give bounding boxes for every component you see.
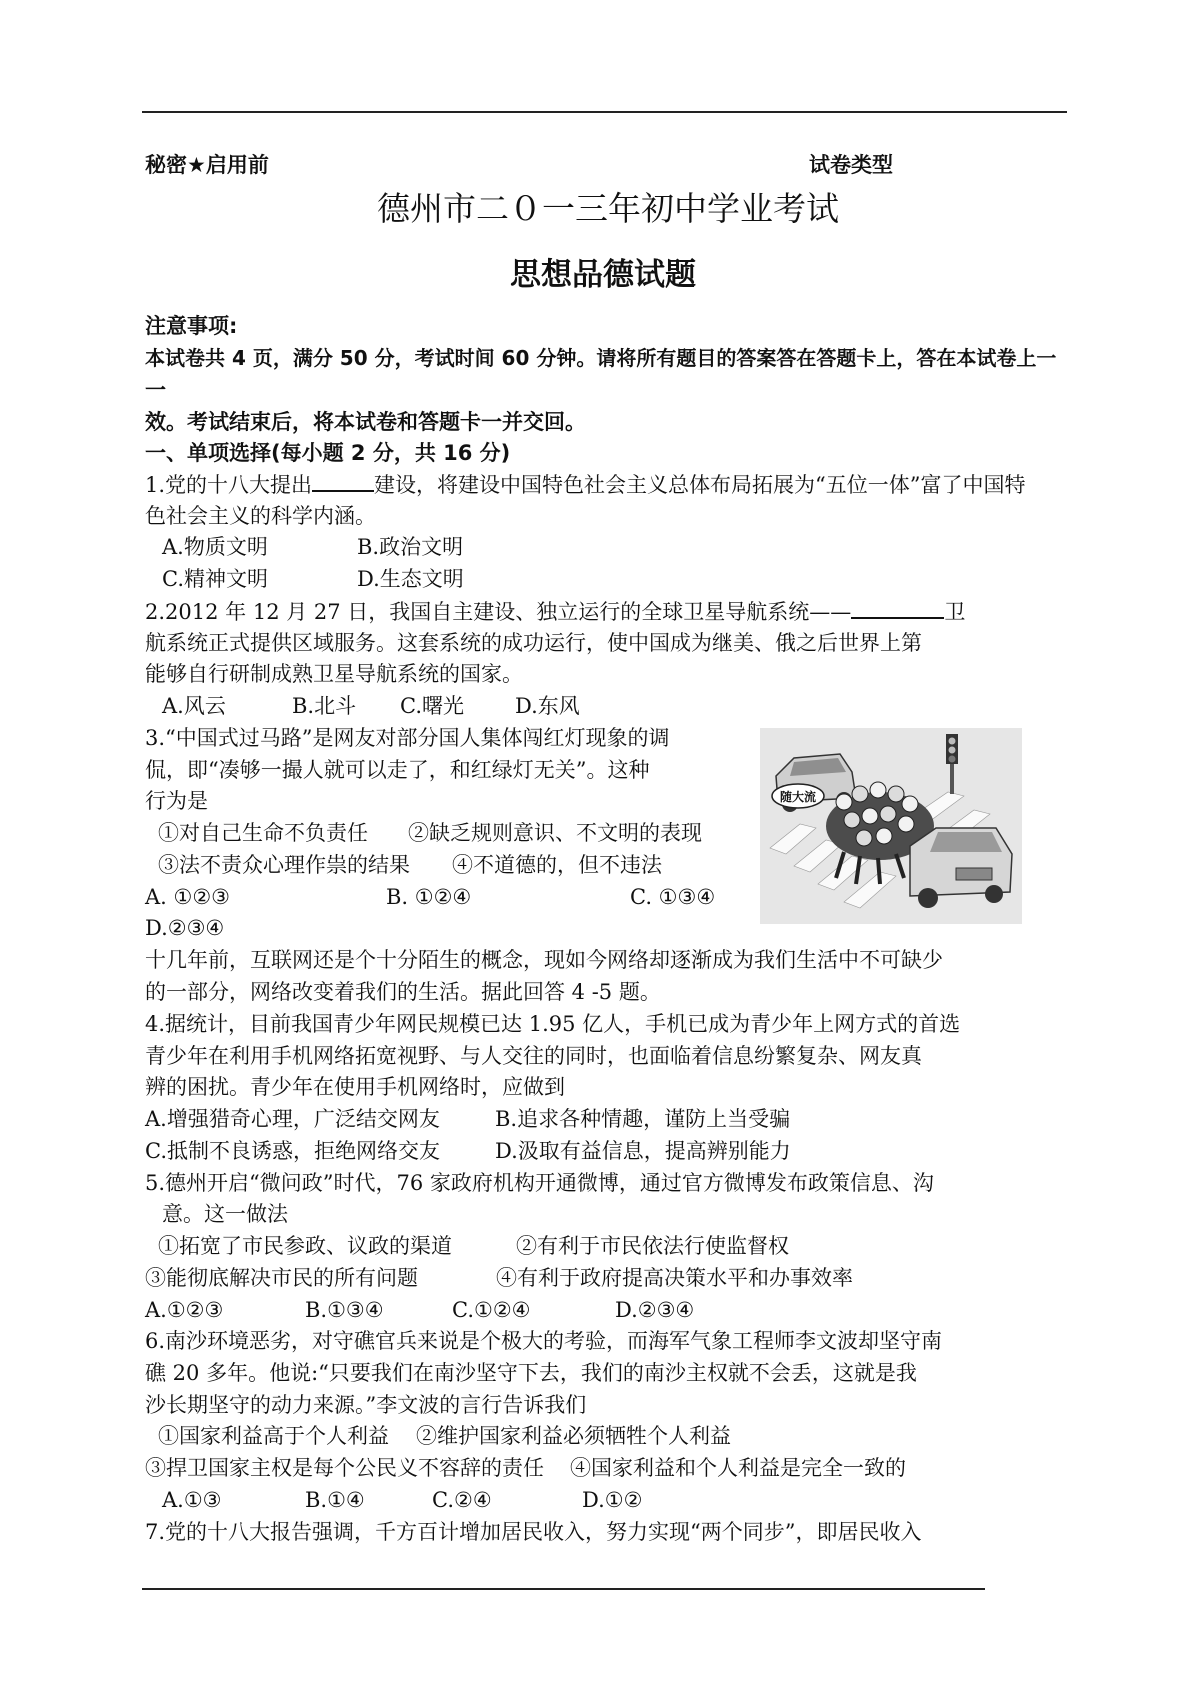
q6-statement-3: ③捍卫国家主权是每个公民义不容辞的责任	[145, 1456, 544, 1480]
q1-stem	[145, 470, 1026, 499]
q5-stem-line-2: 意。这一做法	[162, 1202, 288, 1226]
q2-option-c: C.曙光	[400, 694, 464, 718]
q4-stem-line-3: 辨的困扰。青少年在使用手机网络时，应做到	[145, 1075, 565, 1099]
q5-statement-4: ④有利于政府提高决策水平和办事效率	[496, 1266, 853, 1290]
q3-option-c: C. ①③④	[630, 885, 716, 909]
q1-option-d: D.生态文明	[357, 567, 464, 591]
q3-stem-line-2: 侃，即“凑够一撮人就可以走了，和红绿灯无关”。这种	[145, 758, 650, 782]
q6-option-b: B.①④	[305, 1488, 365, 1512]
q5-statement-1: ①拓宽了市民参政、议政的渠道	[158, 1234, 452, 1258]
q4-stem: 4.据统计，目前我国青少年网民规模已达 1.95 亿人，手机已成为青少年上网方式的首选	[145, 1012, 961, 1036]
q5-statement-2: ②有利于市民依法行使监督权	[516, 1234, 789, 1258]
paper-type: 试卷类型	[809, 153, 893, 177]
q5-option-c: C.①②④	[452, 1298, 531, 1322]
q5-statement-3: ③能彻底解决市民的所有问题	[145, 1266, 418, 1290]
crosswalk-cartoon-illustration	[760, 728, 1022, 924]
q5-option-b: B.①③④	[305, 1298, 384, 1322]
q6-option-d: D.①②	[582, 1488, 643, 1512]
q4-option-a: A.增强猎奇心理，广泛结交网友	[145, 1107, 440, 1131]
top-rule	[142, 111, 1067, 113]
q6-stem-line-3: 沙长期坚守的动力来源。”李文波的言行告诉我们	[145, 1393, 587, 1417]
q4-option-b: B.追求各种情趣，谨防上当受骗	[495, 1107, 791, 1131]
speech-bubble-text: 随大流	[779, 790, 817, 804]
q2-option-b: B.北斗	[292, 694, 357, 718]
q4-5-intro-line-1: 十几年前，互联网还是个十分陌生的概念，现如今网络却逐渐成为我们生活中不可缺少	[145, 948, 943, 972]
q1-stem-line-2: 色社会主义的科学内涵。	[145, 504, 376, 528]
q3-statement-4: ④不道德的，但不违法	[452, 853, 662, 877]
notice-line-1: 本试卷共 4 页，满分 50 分，考试时间 60 分钟。请将所有题目的答案答在答题卡上，答在本试卷上一	[145, 346, 1057, 370]
q6-option-c: C.②④	[432, 1488, 492, 1512]
q5-stem: 5.德州开启“微问政”时代，76 家政府机构开通微博，通过官方微博发布政策信息、沟	[145, 1171, 934, 1195]
q2-stem-line-3: 能够自行研制成熟卫星导航系统的国家。	[145, 662, 523, 686]
q6-stem: 6.南沙环境恶劣，对守礁官兵来说是个极大的考验，而海军气象工程师李文波却坚守南	[145, 1329, 943, 1353]
q2-stem-start: 2.2012 年 12 月 27 日，我国自主建设、独立运行的全球卫星导航系统——	[145, 600, 852, 624]
q3-statement-2: ②缺乏规则意识、不文明的表现	[408, 821, 702, 845]
q2-stem-end: 卫	[944, 600, 966, 624]
q6-stem-line-2: 礁 20 多年。他说:“只要我们在南沙坚守下去，我们的南沙主权就不会丢，这就是我	[145, 1361, 917, 1385]
q3-option-d: D.②③④	[145, 916, 225, 940]
section-heading: 一、单项选择(每小题 2 分，共 16 分)	[145, 441, 511, 465]
q2-option-a: A.风云	[162, 694, 226, 718]
q6-option-a: A.①③	[162, 1488, 222, 1512]
q1-answer-blank	[312, 470, 374, 492]
q1-option-c: C.精神文明	[162, 567, 268, 591]
q2-option-d: D.东风	[515, 694, 580, 718]
q2-stem	[145, 597, 965, 626]
q1-stem-start: 1.党的十八大提出	[145, 473, 313, 497]
q3-statement-3: ③法不责众心理作祟的结果	[158, 853, 410, 877]
q4-option-c: C.抵制不良诱惑，拒绝网络交友	[145, 1139, 440, 1163]
q1-option-a: A.物质文明	[162, 535, 268, 559]
q2-stem-line-2: 航系统正式提供区域服务。这套系统的成功运行，使中国成为继美、俄之后世界上第	[145, 631, 922, 655]
secret-mark: 秘密★启用前	[145, 153, 269, 177]
notice-line-break: 一	[145, 378, 166, 402]
q1-option-b: B.政治文明	[357, 535, 464, 559]
notice-heading: 注意事项:	[145, 314, 238, 338]
q5-option-d: D.②③④	[615, 1298, 695, 1322]
notice-line-2: 效。考试结束后，将本试卷和答题卡一并交回。	[145, 410, 586, 434]
q3-option-a: A. ①②③	[145, 885, 230, 909]
q1-stem-end: 建设，将建设中国特色社会主义总体布局拓展为“五位一体”富了中国特	[374, 473, 1026, 497]
q7-stem: 7.党的十八大报告强调，千方百计增加居民收入，努力实现“两个同步”，即居民收入	[145, 1520, 922, 1544]
q6-statement-4: ④国家利益和个人利益是完全一致的	[570, 1456, 906, 1480]
q6-statement-1: ①国家利益高于个人利益	[158, 1424, 389, 1448]
q3-option-b: B. ①②④	[386, 885, 472, 909]
page-subtitle: 思想品德试题	[510, 257, 696, 293]
q3-stem-line-3: 行为是	[145, 789, 208, 813]
q3-stem: 3.“中国式过马路”是网友对部分国人集体闯红灯现象的调	[145, 726, 670, 750]
q5-option-a: A.①②③	[145, 1298, 224, 1322]
q4-5-intro-line-2: 的一部分，网络改变着我们的生活。据此回答 4 -5 题。	[145, 980, 661, 1004]
q6-statement-2: ②维护国家利益必须牺牲个人利益	[416, 1424, 731, 1448]
page-title: 德州市二０一三年初中学业考试	[377, 189, 839, 228]
bottom-rule	[142, 1588, 985, 1590]
q4-option-d: D.汲取有益信息，提高辨别能力	[495, 1139, 791, 1163]
speech-bubble	[772, 784, 824, 808]
q2-answer-blank	[851, 597, 944, 619]
q3-statement-1: ①对自己生命不负责任	[158, 821, 368, 845]
q4-stem-line-2: 青少年在利用手机网络拓宽视野、与人交往的同时，也面临着信息纷繁复杂、网友真	[145, 1044, 922, 1068]
